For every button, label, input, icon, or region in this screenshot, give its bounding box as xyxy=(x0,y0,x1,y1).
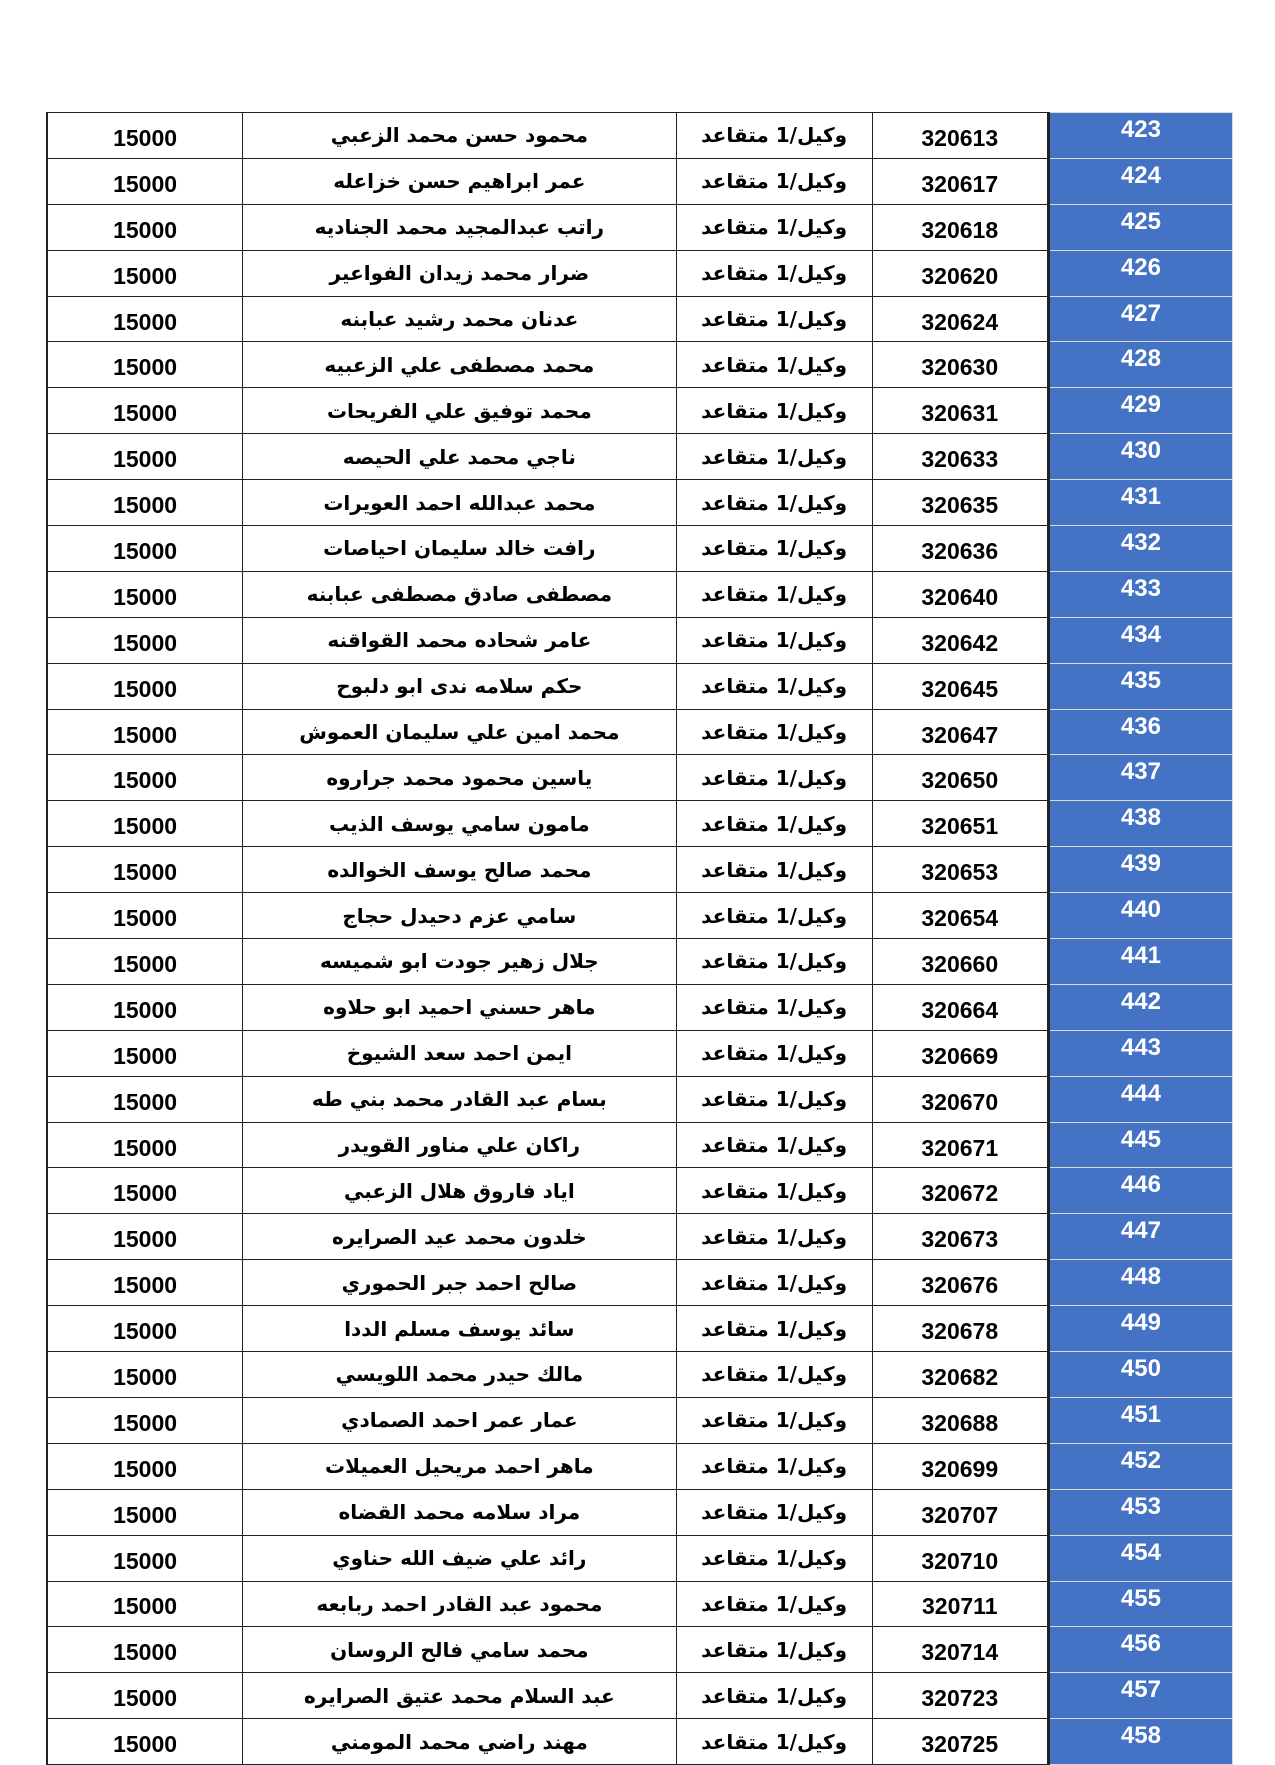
name-cell: محمد مصطفى علي الزعبيه xyxy=(243,342,676,388)
sequence-cell: 434 xyxy=(1048,617,1232,663)
table-row xyxy=(47,709,1233,755)
sequence-cell: 431 xyxy=(1048,480,1232,526)
rank-cell: وكيل/1 متقاعد xyxy=(676,480,872,526)
id-cell: 320672 xyxy=(872,1168,1048,1214)
rank-cell: وكيل/1 متقاعد xyxy=(676,296,872,342)
amount-cell: 15000 xyxy=(47,663,243,709)
sequence-cell: 441 xyxy=(1048,939,1232,985)
sequence-cell: 452 xyxy=(1048,1443,1232,1489)
table-row xyxy=(47,113,1233,159)
table-row xyxy=(47,1260,1233,1306)
sequence-cell: 453 xyxy=(1048,1489,1232,1535)
amount-cell: 15000 xyxy=(47,1076,243,1122)
amount-cell: 15000 xyxy=(47,342,243,388)
id-cell: 320688 xyxy=(872,1397,1048,1443)
table-row xyxy=(47,342,1233,388)
id-cell: 320653 xyxy=(872,847,1048,893)
amount-cell: 15000 xyxy=(47,1168,243,1214)
table-row xyxy=(47,571,1233,617)
id-cell: 320640 xyxy=(872,571,1048,617)
amount-cell: 15000 xyxy=(47,1214,243,1260)
sequence-cell: 438 xyxy=(1048,801,1232,847)
id-cell: 320635 xyxy=(872,480,1048,526)
rank-cell: وكيل/1 متقاعد xyxy=(676,1076,872,1122)
sequence-cell: 446 xyxy=(1048,1168,1232,1214)
amount-cell: 15000 xyxy=(47,1397,243,1443)
name-cell: محمود حسن محمد الزعبي xyxy=(243,113,676,159)
name-cell: عبد السلام محمد عتيق الصرايره xyxy=(243,1673,676,1719)
id-cell: 320620 xyxy=(872,250,1048,296)
sequence-cell: 451 xyxy=(1048,1397,1232,1443)
rank-cell: وكيل/1 متقاعد xyxy=(676,939,872,985)
name-cell: جلال زهير جودت ابو شميسه xyxy=(243,939,676,985)
sequence-cell: 447 xyxy=(1048,1214,1232,1260)
sequence-cell: 439 xyxy=(1048,847,1232,893)
sequence-cell: 456 xyxy=(1048,1627,1232,1673)
name-cell: بسام عبد القادر محمد بني طه xyxy=(243,1076,676,1122)
sequence-cell: 449 xyxy=(1048,1306,1232,1352)
table-row xyxy=(47,801,1233,847)
sequence-cell: 454 xyxy=(1048,1535,1232,1581)
amount-cell: 15000 xyxy=(47,526,243,572)
name-cell: حكم سلامه ندى ابو دلبوح xyxy=(243,663,676,709)
id-cell: 320660 xyxy=(872,939,1048,985)
amount-cell: 15000 xyxy=(47,388,243,434)
sequence-cell: 423 xyxy=(1048,113,1232,159)
sequence-cell: 457 xyxy=(1048,1673,1232,1719)
id-cell: 320707 xyxy=(872,1489,1048,1535)
sequence-cell: 428 xyxy=(1048,342,1232,388)
table-row xyxy=(47,1306,1233,1352)
table-row xyxy=(47,388,1233,434)
rank-cell: وكيل/1 متقاعد xyxy=(676,1627,872,1673)
amount-cell: 15000 xyxy=(47,755,243,801)
rank-cell: وكيل/1 متقاعد xyxy=(676,1122,872,1168)
amount-cell: 15000 xyxy=(47,1489,243,1535)
amount-cell: 15000 xyxy=(47,1673,243,1719)
table-row xyxy=(47,1535,1233,1581)
sequence-cell: 437 xyxy=(1048,755,1232,801)
table-row xyxy=(47,1168,1233,1214)
rank-cell: وكيل/1 متقاعد xyxy=(676,1260,872,1306)
name-cell: رافت خالد سليمان احياصات xyxy=(243,526,676,572)
sequence-cell: 424 xyxy=(1048,158,1232,204)
rank-cell: وكيل/1 متقاعد xyxy=(676,342,872,388)
table-row xyxy=(47,296,1233,342)
rank-cell: وكيل/1 متقاعد xyxy=(676,434,872,480)
id-cell: 320651 xyxy=(872,801,1048,847)
amount-cell: 15000 xyxy=(47,709,243,755)
id-cell: 320647 xyxy=(872,709,1048,755)
name-cell: سامي عزم دحيدل حجاج xyxy=(243,893,676,939)
amount-cell: 15000 xyxy=(47,617,243,663)
rank-cell: وكيل/1 متقاعد xyxy=(676,204,872,250)
sequence-cell: 455 xyxy=(1048,1581,1232,1627)
sequence-cell: 458 xyxy=(1048,1719,1232,1765)
table-row xyxy=(47,1122,1233,1168)
id-cell: 320624 xyxy=(872,296,1048,342)
rank-cell: وكيل/1 متقاعد xyxy=(676,1719,872,1765)
amount-cell: 15000 xyxy=(47,1260,243,1306)
id-cell: 320630 xyxy=(872,342,1048,388)
amount-cell: 15000 xyxy=(47,1581,243,1627)
table-row xyxy=(47,1397,1233,1443)
name-cell: عامر شحاده محمد القواقنه xyxy=(243,617,676,663)
amount-cell: 15000 xyxy=(47,204,243,250)
table-row xyxy=(47,250,1233,296)
amount-cell: 15000 xyxy=(47,158,243,204)
table-row xyxy=(47,1489,1233,1535)
table-row xyxy=(47,939,1233,985)
rank-cell: وكيل/1 متقاعد xyxy=(676,1397,872,1443)
rank-cell: وكيل/1 متقاعد xyxy=(676,1214,872,1260)
rank-cell: وكيل/1 متقاعد xyxy=(676,984,872,1030)
rank-cell: وكيل/1 متقاعد xyxy=(676,1581,872,1627)
sequence-cell: 443 xyxy=(1048,1030,1232,1076)
table-row xyxy=(47,1581,1233,1627)
id-cell: 320642 xyxy=(872,617,1048,663)
sequence-cell: 432 xyxy=(1048,526,1232,572)
table-row xyxy=(47,1030,1233,1076)
table-row xyxy=(47,617,1233,663)
table-row xyxy=(47,158,1233,204)
rank-cell: وكيل/1 متقاعد xyxy=(676,526,872,572)
name-cell: اياد فاروق هلال الزعبي xyxy=(243,1168,676,1214)
table-row xyxy=(47,1076,1233,1122)
rank-cell: وكيل/1 متقاعد xyxy=(676,709,872,755)
id-cell: 320676 xyxy=(872,1260,1048,1306)
amount-cell: 15000 xyxy=(47,1719,243,1765)
amount-cell: 15000 xyxy=(47,1443,243,1489)
amount-cell: 15000 xyxy=(47,1030,243,1076)
records-table xyxy=(46,112,1233,1765)
name-cell: عمار عمر احمد الصمادي xyxy=(243,1397,676,1443)
table-row xyxy=(47,984,1233,1030)
id-cell: 320618 xyxy=(872,204,1048,250)
rank-cell: وكيل/1 متقاعد xyxy=(676,755,872,801)
rank-cell: وكيل/1 متقاعد xyxy=(676,617,872,663)
rank-cell: وكيل/1 متقاعد xyxy=(676,1443,872,1489)
id-cell: 320664 xyxy=(872,984,1048,1030)
id-cell: 320633 xyxy=(872,434,1048,480)
rank-cell: وكيل/1 متقاعد xyxy=(676,663,872,709)
id-cell: 320710 xyxy=(872,1535,1048,1581)
name-cell: ضرار محمد زيدان الفواعير xyxy=(243,250,676,296)
rank-cell: وكيل/1 متقاعد xyxy=(676,1168,872,1214)
amount-cell: 15000 xyxy=(47,1352,243,1398)
amount-cell: 15000 xyxy=(47,939,243,985)
sequence-cell: 442 xyxy=(1048,984,1232,1030)
sequence-cell: 448 xyxy=(1048,1260,1232,1306)
sequence-cell: 444 xyxy=(1048,1076,1232,1122)
name-cell: مالك حيدر محمد اللويسي xyxy=(243,1352,676,1398)
name-cell: مصطفى صادق مصطفى عبابنه xyxy=(243,571,676,617)
name-cell: مهند راضي محمد المومني xyxy=(243,1719,676,1765)
rank-cell: وكيل/1 متقاعد xyxy=(676,388,872,434)
name-cell: سائد يوسف مسلم الددا xyxy=(243,1306,676,1352)
name-cell: صالح احمد جبر الحموري xyxy=(243,1260,676,1306)
id-cell: 320613 xyxy=(872,113,1048,159)
table-row xyxy=(47,893,1233,939)
amount-cell: 15000 xyxy=(47,480,243,526)
sequence-cell: 435 xyxy=(1048,663,1232,709)
rank-cell: وكيل/1 متقاعد xyxy=(676,1489,872,1535)
sequence-cell: 425 xyxy=(1048,204,1232,250)
rank-cell: وكيل/1 متقاعد xyxy=(676,113,872,159)
name-cell: راكان علي مناور القويدر xyxy=(243,1122,676,1168)
rank-cell: وكيل/1 متقاعد xyxy=(676,1535,872,1581)
rank-cell: وكيل/1 متقاعد xyxy=(676,847,872,893)
id-cell: 320617 xyxy=(872,158,1048,204)
amount-cell: 15000 xyxy=(47,250,243,296)
rank-cell: وكيل/1 متقاعد xyxy=(676,801,872,847)
name-cell: عدنان محمد رشيد عبابنه xyxy=(243,296,676,342)
id-cell: 320673 xyxy=(872,1214,1048,1260)
id-cell: 320723 xyxy=(872,1673,1048,1719)
table-row xyxy=(47,1214,1233,1260)
sequence-cell: 433 xyxy=(1048,571,1232,617)
table-row xyxy=(47,204,1233,250)
amount-cell: 15000 xyxy=(47,434,243,480)
sequence-cell: 436 xyxy=(1048,709,1232,755)
sequence-cell: 426 xyxy=(1048,250,1232,296)
id-cell: 320654 xyxy=(872,893,1048,939)
rank-cell: وكيل/1 متقاعد xyxy=(676,1673,872,1719)
amount-cell: 15000 xyxy=(47,1122,243,1168)
name-cell: ياسين محمود محمد جراروه xyxy=(243,755,676,801)
name-cell: خلدون محمد عيد الصرايره xyxy=(243,1214,676,1260)
table-row xyxy=(47,847,1233,893)
name-cell: محمد امين علي سليمان العموش xyxy=(243,709,676,755)
rank-cell: وكيل/1 متقاعد xyxy=(676,893,872,939)
amount-cell: 15000 xyxy=(47,296,243,342)
table-row xyxy=(47,755,1233,801)
rank-cell: وكيل/1 متقاعد xyxy=(676,250,872,296)
table-row xyxy=(47,663,1233,709)
id-cell: 320711 xyxy=(872,1581,1048,1627)
rank-cell: وكيل/1 متقاعد xyxy=(676,1352,872,1398)
id-cell: 320645 xyxy=(872,663,1048,709)
sequence-cell: 440 xyxy=(1048,893,1232,939)
table-row xyxy=(47,434,1233,480)
id-cell: 320678 xyxy=(872,1306,1048,1352)
name-cell: محمد توفيق علي الفريحات xyxy=(243,388,676,434)
sequence-cell: 429 xyxy=(1048,388,1232,434)
sequence-cell: 430 xyxy=(1048,434,1232,480)
id-cell: 320636 xyxy=(872,526,1048,572)
amount-cell: 15000 xyxy=(47,893,243,939)
amount-cell: 15000 xyxy=(47,1535,243,1581)
rank-cell: وكيل/1 متقاعد xyxy=(676,571,872,617)
rank-cell: وكيل/1 متقاعد xyxy=(676,1030,872,1076)
amount-cell: 15000 xyxy=(47,1627,243,1673)
sequence-cell: 450 xyxy=(1048,1352,1232,1398)
name-cell: ماهر حسني احميد ابو حلاوه xyxy=(243,984,676,1030)
table-row xyxy=(47,1443,1233,1489)
sequence-cell: 445 xyxy=(1048,1122,1232,1168)
amount-cell: 15000 xyxy=(47,801,243,847)
id-cell: 320670 xyxy=(872,1076,1048,1122)
name-cell: راتب عبدالمجيد محمد الجناديه xyxy=(243,204,676,250)
records-table-body xyxy=(47,113,1233,1765)
table-row xyxy=(47,480,1233,526)
id-cell: 320682 xyxy=(872,1352,1048,1398)
id-cell: 320714 xyxy=(872,1627,1048,1673)
name-cell: محمد عبدالله احمد العويرات xyxy=(243,480,676,526)
id-cell: 320699 xyxy=(872,1443,1048,1489)
table-row xyxy=(47,1352,1233,1398)
amount-cell: 15000 xyxy=(47,113,243,159)
id-cell: 320631 xyxy=(872,388,1048,434)
id-cell: 320671 xyxy=(872,1122,1048,1168)
data-sheet xyxy=(46,112,1233,1765)
name-cell: ماهر احمد مريحيل العميلات xyxy=(243,1443,676,1489)
name-cell: محمد صالح يوسف الخوالده xyxy=(243,847,676,893)
amount-cell: 15000 xyxy=(47,571,243,617)
table-row xyxy=(47,1673,1233,1719)
name-cell: محمد سامي فالح الروسان xyxy=(243,1627,676,1673)
sequence-cell: 427 xyxy=(1048,296,1232,342)
name-cell: رائد علي ضيف الله حناوي xyxy=(243,1535,676,1581)
name-cell: مامون سامي يوسف الذيب xyxy=(243,801,676,847)
id-cell: 320669 xyxy=(872,1030,1048,1076)
rank-cell: وكيل/1 متقاعد xyxy=(676,1306,872,1352)
name-cell: مراد سلامه محمد القضاه xyxy=(243,1489,676,1535)
amount-cell: 15000 xyxy=(47,847,243,893)
id-cell: 320725 xyxy=(872,1719,1048,1765)
amount-cell: 15000 xyxy=(47,1306,243,1352)
rank-cell: وكيل/1 متقاعد xyxy=(676,158,872,204)
name-cell: ناجي محمد علي الحيصه xyxy=(243,434,676,480)
amount-cell: 15000 xyxy=(47,984,243,1030)
table-row xyxy=(47,1719,1233,1765)
id-cell: 320650 xyxy=(872,755,1048,801)
name-cell: عمر ابراهيم حسن خزاعله xyxy=(243,158,676,204)
name-cell: ايمن احمد سعد الشيوخ xyxy=(243,1030,676,1076)
table-row xyxy=(47,526,1233,572)
name-cell: محمود عبد القادر احمد ربابعه xyxy=(243,1581,676,1627)
